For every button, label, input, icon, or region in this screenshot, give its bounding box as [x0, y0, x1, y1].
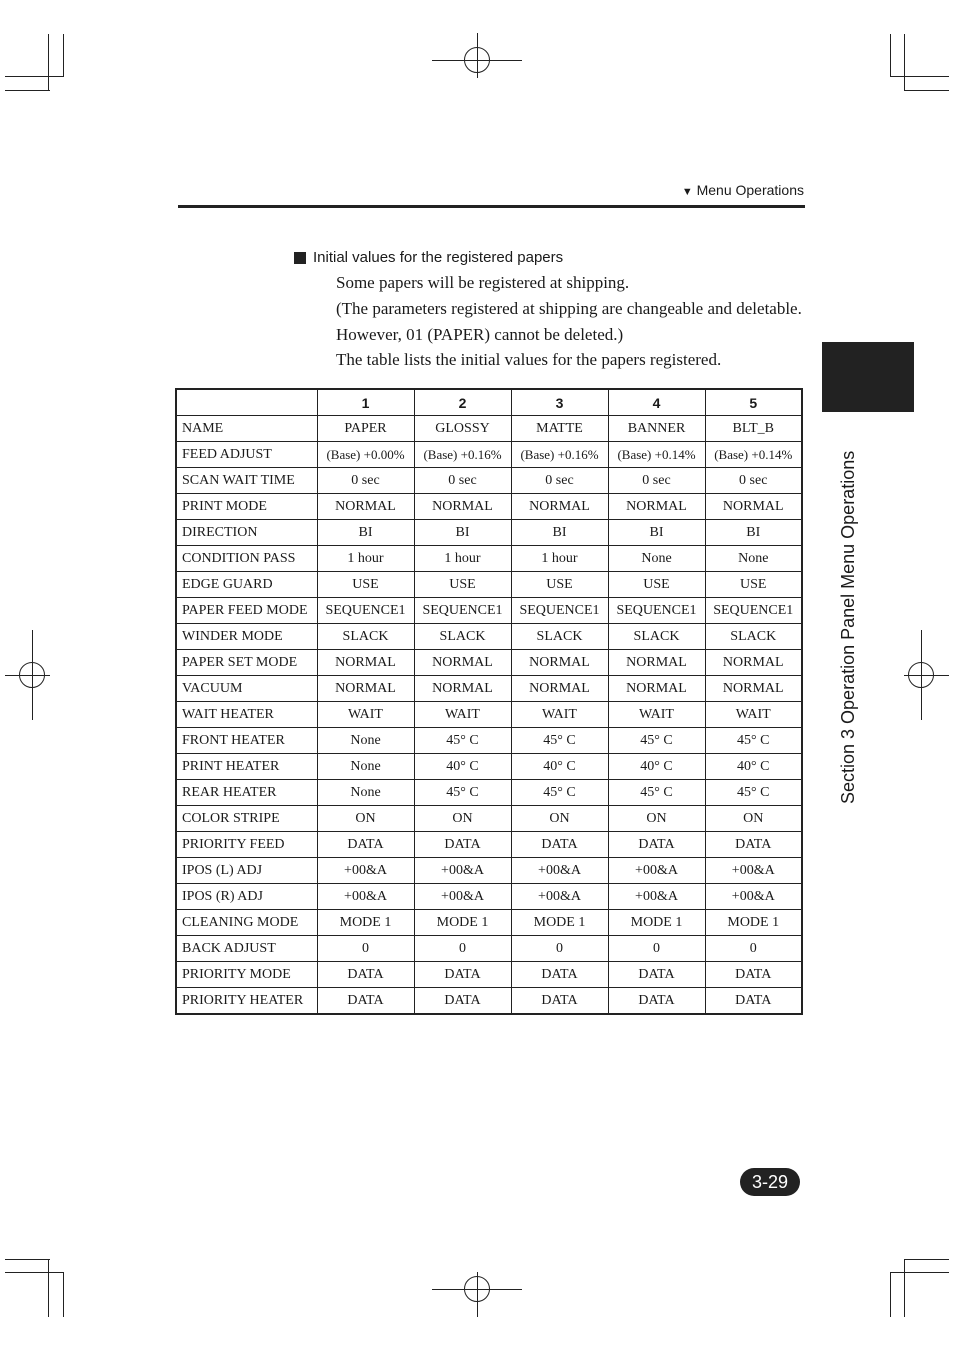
table-cell: USE: [511, 572, 608, 598]
table-cell: NORMAL: [414, 676, 511, 702]
table-cell: DATA: [317, 962, 414, 988]
table-cell: 40° C: [608, 754, 705, 780]
table-cell: MODE 1: [608, 910, 705, 936]
row-label: CLEANING MODE: [176, 910, 317, 936]
row-label: CONDITION PASS: [176, 546, 317, 572]
table-cell: SLACK: [317, 624, 414, 650]
table-cell: SLACK: [511, 624, 608, 650]
table-cell: MODE 1: [705, 910, 802, 936]
paper-values-table: [175, 388, 803, 1015]
square-bullet-icon: [294, 252, 306, 264]
table-cell: NORMAL: [608, 650, 705, 676]
row-label: WINDER MODE: [176, 624, 317, 650]
table-cell: ON: [414, 806, 511, 832]
registration-mark: [908, 662, 934, 688]
table-cell: BANNER: [608, 416, 705, 442]
table-cell: (Base) +0.00%: [317, 442, 414, 468]
table-cell: +00&A: [511, 884, 608, 910]
table-cell: +00&A: [317, 858, 414, 884]
table-row: [176, 832, 802, 858]
table-cell: BI: [414, 520, 511, 546]
table-cell: WAIT: [608, 702, 705, 728]
table-cell: 1 hour: [414, 546, 511, 572]
row-label: FEED ADJUST: [176, 442, 317, 468]
table-cell: NORMAL: [414, 494, 511, 520]
table-cell: +00&A: [414, 884, 511, 910]
table-row: [176, 728, 802, 754]
table-cell: 0 sec: [317, 468, 414, 494]
table-row: [176, 988, 802, 1015]
section-heading: [294, 249, 563, 266]
table-cell: SEQUENCE1: [705, 598, 802, 624]
row-label: WAIT HEATER: [176, 702, 317, 728]
table-cell: NORMAL: [414, 650, 511, 676]
section-tab: [822, 342, 914, 412]
row-label: FRONT HEATER: [176, 728, 317, 754]
table-cell: DATA: [608, 832, 705, 858]
table-cell: +00&A: [608, 858, 705, 884]
table-cell: 45° C: [608, 780, 705, 806]
paragraph: Some papers will be registered at shipping.: [336, 273, 630, 292]
table-cell: +00&A: [608, 884, 705, 910]
table-cell: DATA: [705, 988, 802, 1015]
table-cell: +00&A: [705, 858, 802, 884]
paragraph: However, 01 (PAPER) cannot be deleted.): [336, 325, 624, 344]
table-cell: NORMAL: [705, 650, 802, 676]
row-label: PRIORITY FEED: [176, 832, 317, 858]
table-cell: (Base) +0.14%: [705, 442, 802, 468]
table-row: [176, 650, 802, 676]
table-cell: 0: [511, 936, 608, 962]
table-cell: 45° C: [511, 780, 608, 806]
table-row: [176, 494, 802, 520]
table-cell: 45° C: [511, 728, 608, 754]
table-row: [176, 546, 802, 572]
row-label: PRIORITY HEATER: [176, 988, 317, 1015]
table-cell: DATA: [317, 988, 414, 1015]
table-row: [176, 442, 802, 468]
crop-mark: [890, 34, 891, 77]
registration-mark: [464, 1276, 490, 1302]
table-row: [176, 910, 802, 936]
table-cell: 1 hour: [317, 546, 414, 572]
row-label: DIRECTION: [176, 520, 317, 546]
table-header-row: [176, 389, 802, 416]
table-cell: NORMAL: [511, 650, 608, 676]
table-row: [176, 416, 802, 442]
table-row: [176, 754, 802, 780]
table-cell: 0 sec: [414, 468, 511, 494]
table-cell: 0: [317, 936, 414, 962]
table-cell: None: [317, 728, 414, 754]
table-cell: DATA: [705, 832, 802, 858]
registration-mark: [464, 47, 490, 73]
crop-mark: [63, 1272, 64, 1317]
table-cell: ON: [511, 806, 608, 832]
crop-mark: [890, 76, 949, 77]
table-cell: MODE 1: [414, 910, 511, 936]
section-title: Initial values for the registered papers: [313, 249, 564, 266]
table-cell: SEQUENCE1: [511, 598, 608, 624]
table-cell: DATA: [705, 962, 802, 988]
table-cell: DATA: [414, 832, 511, 858]
table-cell: 40° C: [414, 754, 511, 780]
table-cell: WAIT: [317, 702, 414, 728]
table-cell: USE: [414, 572, 511, 598]
row-label: REAR HEATER: [176, 780, 317, 806]
table-cell: None: [317, 754, 414, 780]
table-cell: None: [608, 546, 705, 572]
crop-mark: [5, 76, 64, 77]
column-header: 2: [414, 389, 511, 416]
table-cell: ON: [317, 806, 414, 832]
table-cell: NORMAL: [511, 676, 608, 702]
header-title: Menu Operations: [696, 182, 804, 198]
table-cell: +00&A: [317, 884, 414, 910]
page-number: 3-29: [740, 1168, 800, 1196]
table-cell: 45° C: [705, 780, 802, 806]
column-header: 5: [705, 389, 802, 416]
running-header: [178, 182, 804, 198]
crop-mark: [5, 90, 50, 91]
section-tab-label: Section 3 Operation Panel Menu Operations: [838, 450, 858, 804]
row-label: PRINT MODE: [176, 494, 317, 520]
table-cell: 45° C: [608, 728, 705, 754]
table-cell: DATA: [608, 962, 705, 988]
table-cell: +00&A: [414, 858, 511, 884]
table-cell: (Base) +0.14%: [608, 442, 705, 468]
table-cell: 1 hour: [511, 546, 608, 572]
table-cell: BLT_B: [705, 416, 802, 442]
table-cell: WAIT: [705, 702, 802, 728]
table-cell: SEQUENCE1: [317, 598, 414, 624]
table-row: [176, 520, 802, 546]
table-cell: NORMAL: [317, 650, 414, 676]
table-cell: ON: [705, 806, 802, 832]
table-cell: 45° C: [414, 728, 511, 754]
table-cell: BI: [511, 520, 608, 546]
column-header: 3: [511, 389, 608, 416]
table-cell: BI: [705, 520, 802, 546]
table-row: [176, 884, 802, 910]
table-cell: 0 sec: [705, 468, 802, 494]
row-label: VACUUM: [176, 676, 317, 702]
table-cell: DATA: [317, 832, 414, 858]
table-cell: MODE 1: [317, 910, 414, 936]
table-cell: NORMAL: [511, 494, 608, 520]
table-cell: NORMAL: [705, 676, 802, 702]
table-cell: GLOSSY: [414, 416, 511, 442]
table-cell: SEQUENCE1: [608, 598, 705, 624]
table-cell: WAIT: [414, 702, 511, 728]
table-cell: MODE 1: [511, 910, 608, 936]
paragraph: (The parameters registered at shipping are changeable and deletable.: [336, 299, 802, 318]
row-label: SCAN WAIT TIME: [176, 468, 317, 494]
crop-mark: [5, 1272, 64, 1273]
table-cell: MATTE: [511, 416, 608, 442]
crop-mark: [48, 34, 49, 91]
row-label: PAPER FEED MODE: [176, 598, 317, 624]
table-row: [176, 702, 802, 728]
table-cell: SEQUENCE1: [414, 598, 511, 624]
row-label: IPOS (R) ADJ: [176, 884, 317, 910]
table-cell: 45° C: [705, 728, 802, 754]
registration-mark: [19, 662, 45, 688]
crop-mark: [904, 90, 949, 91]
table-cell: 40° C: [511, 754, 608, 780]
row-label: PRINT HEATER: [176, 754, 317, 780]
crop-mark: [904, 34, 905, 91]
table-cell: SLACK: [608, 624, 705, 650]
table-cell: PAPER: [317, 416, 414, 442]
table-cell: USE: [705, 572, 802, 598]
table-cell: 0 sec: [511, 468, 608, 494]
header-corner-cell: [176, 389, 317, 416]
table-cell: ON: [608, 806, 705, 832]
row-label: PAPER SET MODE: [176, 650, 317, 676]
crop-mark: [904, 1259, 949, 1260]
table-cell: DATA: [414, 962, 511, 988]
table-cell: 45° C: [414, 780, 511, 806]
table-cell: NORMAL: [317, 494, 414, 520]
header-rule: [178, 205, 805, 208]
table-cell: SLACK: [414, 624, 511, 650]
table-cell: BI: [608, 520, 705, 546]
table-cell: 0: [705, 936, 802, 962]
table-cell: WAIT: [511, 702, 608, 728]
table-cell: (Base) +0.16%: [511, 442, 608, 468]
table-row: [176, 780, 802, 806]
table-row: [176, 858, 802, 884]
table-cell: SLACK: [705, 624, 802, 650]
row-label: BACK ADJUST: [176, 936, 317, 962]
table-row: [176, 962, 802, 988]
table-cell: None: [317, 780, 414, 806]
table-cell: NORMAL: [705, 494, 802, 520]
table-row: [176, 676, 802, 702]
row-label: NAME: [176, 416, 317, 442]
table-cell: DATA: [414, 988, 511, 1015]
table-cell: DATA: [608, 988, 705, 1015]
table-cell: USE: [608, 572, 705, 598]
table-row: [176, 624, 802, 650]
table-cell: NORMAL: [317, 676, 414, 702]
column-header: 4: [608, 389, 705, 416]
crop-mark: [48, 1259, 49, 1317]
paragraph: The table lists the initial values for the papers registered.: [336, 350, 722, 369]
table-row: [176, 468, 802, 494]
crop-mark: [890, 1272, 949, 1273]
table-row: [176, 572, 802, 598]
row-label: PRIORITY MODE: [176, 962, 317, 988]
table-cell: +00&A: [705, 884, 802, 910]
table-cell: DATA: [511, 988, 608, 1015]
column-header: 1: [317, 389, 414, 416]
table-cell: 0: [414, 936, 511, 962]
table-cell: USE: [317, 572, 414, 598]
row-label: IPOS (L) ADJ: [176, 858, 317, 884]
crop-mark: [890, 1272, 891, 1317]
table-cell: DATA: [511, 962, 608, 988]
row-label: EDGE GUARD: [176, 572, 317, 598]
crop-mark: [904, 1259, 905, 1317]
table-cell: DATA: [511, 832, 608, 858]
table-cell: +00&A: [511, 858, 608, 884]
table-row: [176, 598, 802, 624]
table-row: [176, 936, 802, 962]
crop-mark: [5, 1259, 50, 1260]
table-cell: 0 sec: [608, 468, 705, 494]
table-cell: None: [705, 546, 802, 572]
row-label: COLOR STRIPE: [176, 806, 317, 832]
table-cell: 0: [608, 936, 705, 962]
table-cell: NORMAL: [608, 494, 705, 520]
table-cell: 40° C: [705, 754, 802, 780]
table-row: [176, 806, 802, 832]
table-cell: BI: [317, 520, 414, 546]
triangle-down-icon: ▼: [681, 186, 693, 198]
table-cell: (Base) +0.16%: [414, 442, 511, 468]
crop-mark: [63, 34, 64, 77]
table-cell: NORMAL: [608, 676, 705, 702]
